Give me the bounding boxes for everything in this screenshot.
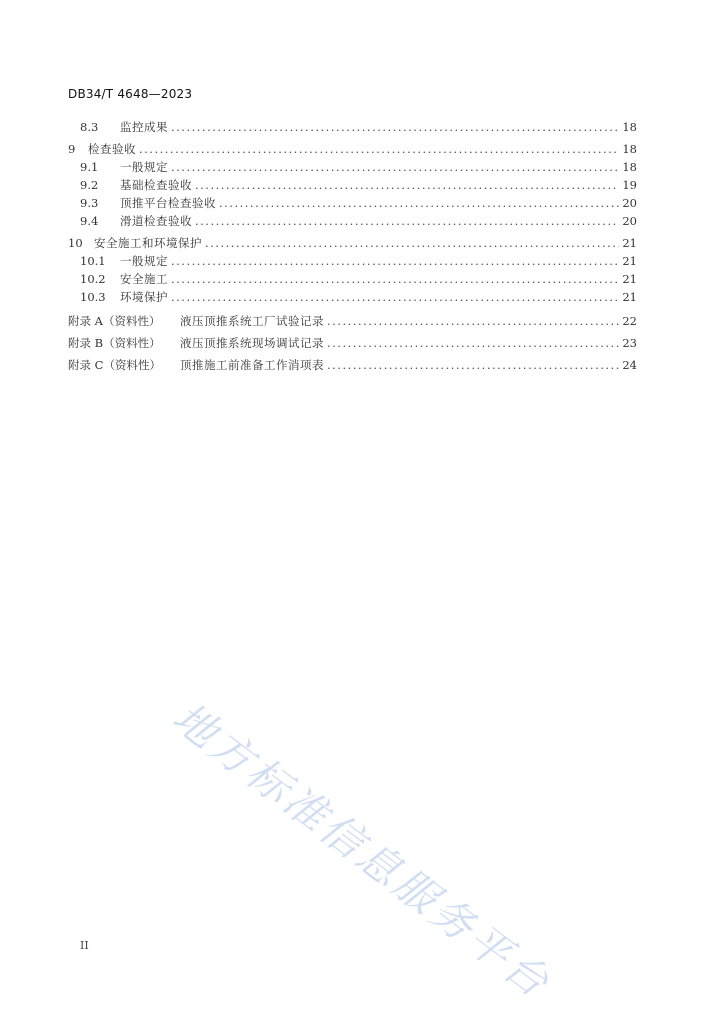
toc-entry-title: 顶推平台检查验收 [120,196,216,210]
toc-entry-number: 9 [68,142,76,156]
toc-entry-number: 9.4 [80,214,99,228]
toc-entry-10[interactable] [68,234,637,252]
toc-entry-page: 18 [622,142,637,156]
toc-entry-title: 一般规定 [120,160,168,174]
toc-entry-page: 23 [622,336,637,350]
toc-dot-leader [327,310,619,332]
toc-entry-9-2[interactable] [68,176,637,194]
toc-entry-title: 检查验收 [88,142,136,156]
toc-entry-number: 附录 C（资料性） [68,358,161,372]
toc-entry-number: 9.1 [80,160,99,174]
toc-entry-10-3[interactable] [68,288,637,306]
toc-dot-leader [327,332,619,354]
toc-entry-number: 8.3 [80,120,99,134]
toc-entry-10-2[interactable] [68,270,637,288]
toc-entry-9-1[interactable] [68,158,637,176]
toc-dot-leader [195,212,619,230]
toc-entry-9-4[interactable] [68,212,637,230]
toc-entry-annex-a[interactable] [68,310,637,332]
toc-entry-title: 液压顶推系统工厂试验记录 [180,314,324,328]
toc-entry-number: 9.3 [80,196,99,210]
toc-entry-annex-c[interactable] [68,354,637,376]
page-number: II [80,939,89,952]
toc-dot-leader [205,234,619,252]
toc-entry-9[interactable] [68,140,637,158]
toc-entry-number: 10.3 [80,290,106,304]
toc-dot-leader [171,288,619,306]
toc-entry-page: 20 [622,196,637,210]
toc-dot-leader [139,140,619,158]
toc-dot-leader [219,194,619,212]
toc-dot-leader [327,354,619,376]
toc-dot-leader [171,118,619,136]
toc-entry-page: 21 [622,254,637,268]
toc-dot-leader [171,270,619,288]
toc-entry-page: 18 [622,160,637,174]
toc-entry-page: 20 [622,214,637,228]
toc-entry-title: 液压顶推系统现场调试记录 [180,336,324,350]
standard-code-header: DB34/T 4648—2023 [68,87,193,101]
toc-entry-annex-b[interactable] [68,332,637,354]
toc-entry-number: 9.2 [80,178,99,192]
toc-entry-page: 21 [622,272,637,286]
toc-entry-number: 10 [68,236,83,250]
toc-dot-leader [171,158,619,176]
toc-entry-10-1[interactable] [68,252,637,270]
watermark-text: 地方标准信息服务平台 [163,692,561,1009]
toc-entry-title: 基础检查验收 [120,178,192,192]
toc-entry-9-3[interactable] [68,194,637,212]
toc-entry-page: 21 [622,236,637,250]
toc-entry-page: 24 [622,358,637,372]
toc-entry-page: 19 [622,178,637,192]
toc-entry-title: 环境保护 [120,290,168,304]
toc-entry-title: 监控成果 [120,120,168,134]
toc-entry-number: 10.2 [80,272,106,286]
table-of-contents [68,118,637,376]
toc-entry-title: 安全施工 [120,272,168,286]
toc-entry-page: 22 [622,314,637,328]
toc-dot-leader [171,252,619,270]
toc-entry-title: 滑道检查验收 [120,214,192,228]
toc-entry-title: 安全施工和环境保护 [94,236,202,250]
toc-dot-leader [195,176,619,194]
toc-entry-number: 10.1 [80,254,106,268]
toc-entry-page: 18 [622,120,637,134]
toc-entry-number: 附录 A（资料性） [68,314,161,328]
toc-entry-title: 一般规定 [120,254,168,268]
toc-entry-8-3[interactable] [68,118,637,136]
toc-entry-page: 21 [622,290,637,304]
toc-entry-number: 附录 B（资料性） [68,336,161,350]
toc-entry-title: 顶推施工前准备工作消项表 [180,358,324,372]
